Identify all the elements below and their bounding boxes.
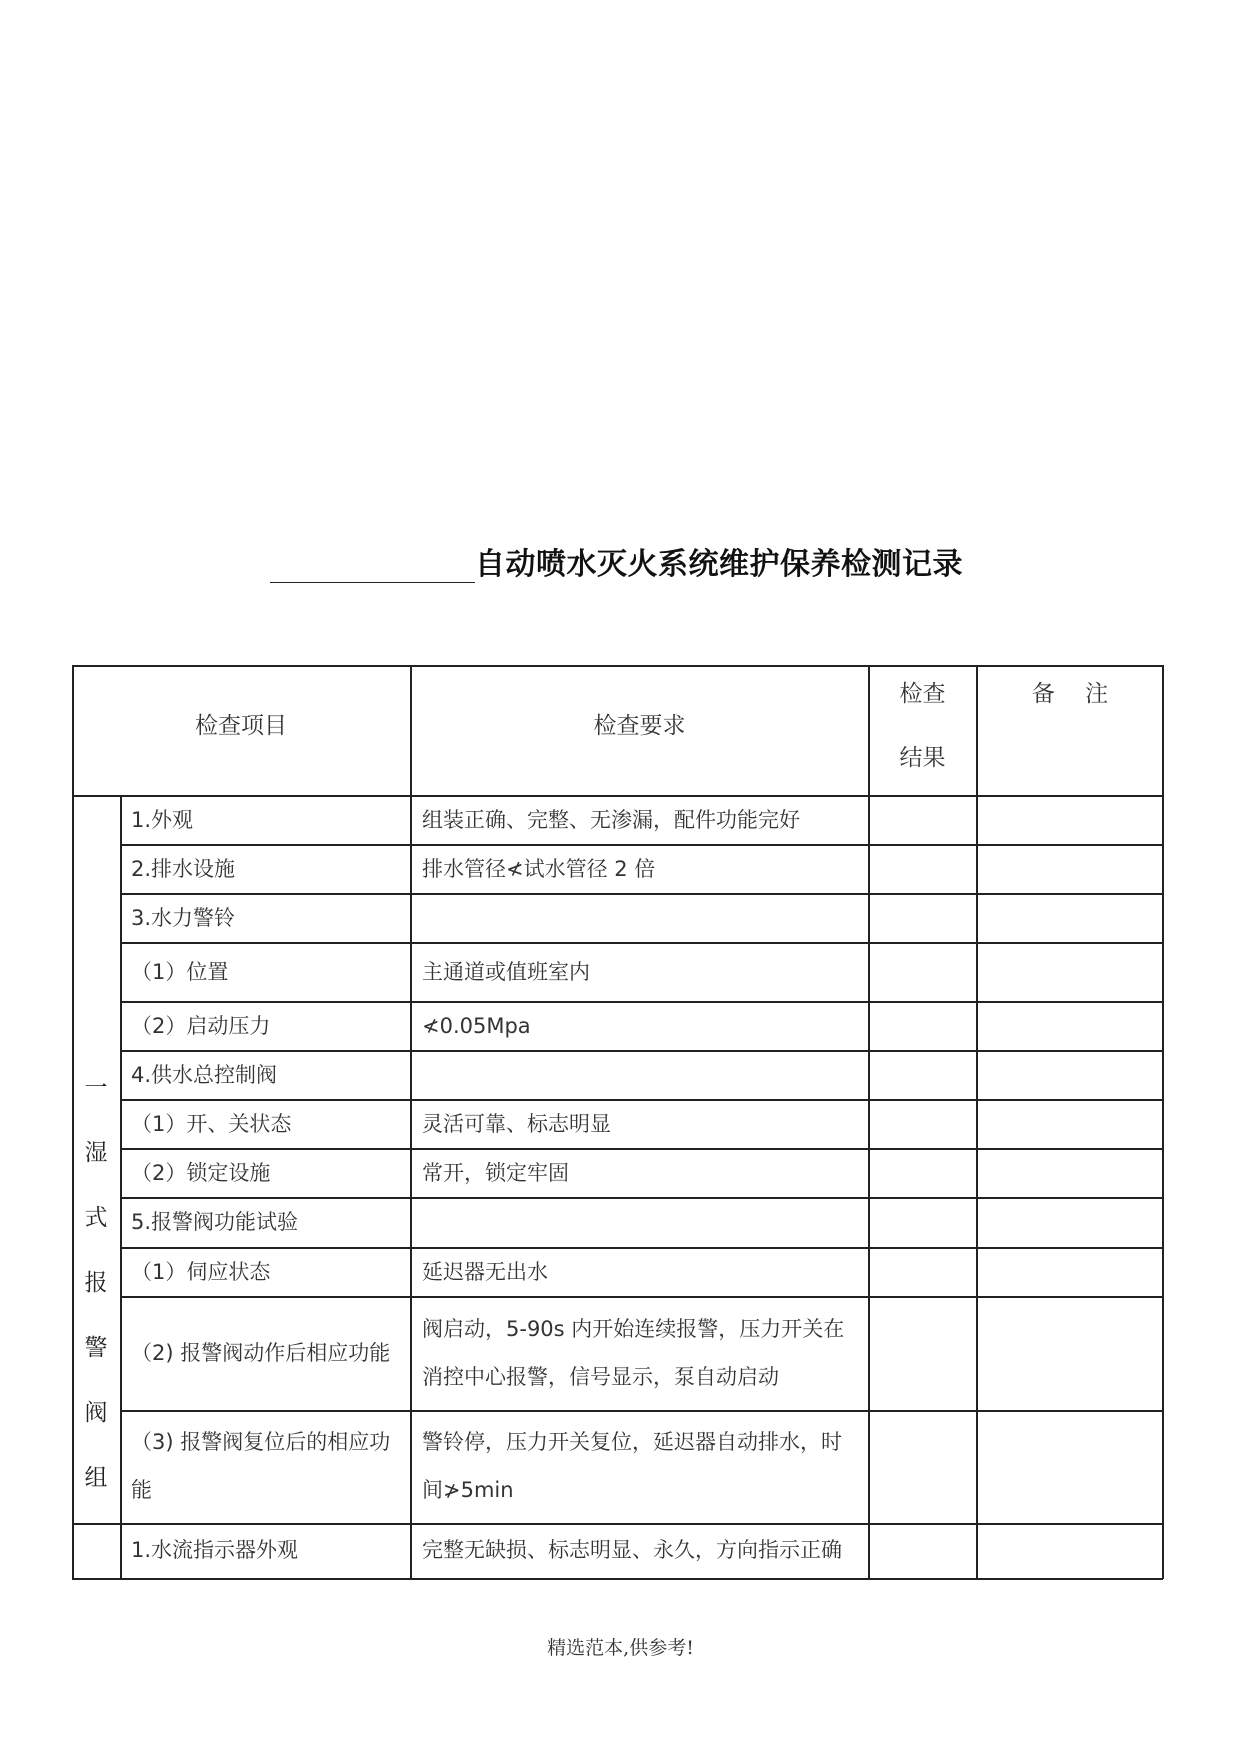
group-label-char: 式 (84, 1205, 108, 1231)
row-requirement: ≮0.05Mpa (422, 1014, 531, 1038)
header-item: 检查项目 (195, 713, 287, 739)
requirement-column-divider (868, 665, 870, 1579)
page-footer: 精选范本,供参考! (547, 1637, 694, 1659)
title-text: 自动喷水灭火系统维护保养检测记录 (475, 547, 963, 582)
result-column-divider (976, 665, 978, 1579)
group-divider (72, 1523, 1163, 1525)
row-divider (120, 1247, 1163, 1249)
row-requirement: 排水管径≮试水管径 2 倍 (422, 857, 656, 881)
row-item: （1）开、关状态 (131, 1112, 292, 1136)
table-border-right (1162, 665, 1164, 1579)
row-divider (120, 1050, 1163, 1052)
header-requirement: 检查要求 (593, 713, 686, 739)
item-column-divider (410, 665, 412, 1579)
group-label-char: 报 (84, 1270, 108, 1296)
group-label-char: 组 (84, 1465, 108, 1491)
header-remark: 备 注 (1031, 681, 1109, 707)
row-item: （2）启动压力 (131, 1014, 271, 1038)
row-item: 4.供水总控制阀 (131, 1063, 278, 1087)
row-requirement: 常开，锁定牢固 (422, 1161, 569, 1185)
row-item: （2）锁定设施 (131, 1161, 271, 1185)
row-requirement: 警铃停，压力开关复位，延迟器自动排水，时间≯5min (422, 1430, 842, 1502)
group-label-wet-alarm-valve (72, 1056, 120, 1511)
group-label-char: 湿 (84, 1140, 108, 1166)
row-item: （1）位置 (131, 960, 229, 984)
row-requirement: 灵活可靠、标志明显 (422, 1112, 611, 1136)
row-item: 1.水流指示器外观 (131, 1538, 299, 1562)
group-label-char: 一 (84, 1075, 108, 1101)
row-item: 5.报警阀功能试验 (131, 1210, 299, 1234)
row-divider (120, 1296, 1163, 1298)
table-border-top (72, 665, 1163, 667)
table-border-bottom (72, 1578, 1163, 1580)
row-divider (120, 844, 1163, 846)
row-requirement: 延迟器无出水 (422, 1260, 548, 1284)
row-item: 2.排水设施 (131, 857, 236, 881)
row-divider (120, 942, 1163, 944)
row-divider (120, 1148, 1163, 1150)
row-item: （2) 报警阀动作后相应功能 (131, 1341, 391, 1365)
row-divider (120, 1197, 1163, 1199)
row-item: （3) 报警阀复位后的相应功能 (131, 1430, 391, 1502)
group-label-char: 警 (84, 1335, 108, 1361)
row-item: 3.水力警铃 (131, 906, 236, 930)
row-requirement: 主通道或值班室内 (422, 960, 590, 984)
header-result-line2: 结果 (899, 745, 946, 771)
group-label-char: 阀 (84, 1400, 108, 1426)
row-divider (120, 893, 1163, 895)
header-result-line1: 检查 (899, 681, 946, 707)
row-divider (120, 1410, 1163, 1412)
group-column-divider (120, 796, 122, 1579)
row-requirement: 组装正确、完整、无渗漏，配件功能完好 (422, 808, 800, 832)
row-requirement: 完整无缺损、标志明显、永久，方向指示正确 (422, 1538, 842, 1562)
row-divider (120, 1099, 1163, 1101)
row-item: （1）伺应状态 (131, 1260, 271, 1284)
row-requirement: 阀启动，5-90s 内开始连续报警，压力开关在消控中心报警，信号显示，泵自动启动 (422, 1317, 845, 1389)
row-divider (120, 1001, 1163, 1003)
header-divider (72, 795, 1163, 797)
row-item: 1.外观 (131, 808, 194, 832)
